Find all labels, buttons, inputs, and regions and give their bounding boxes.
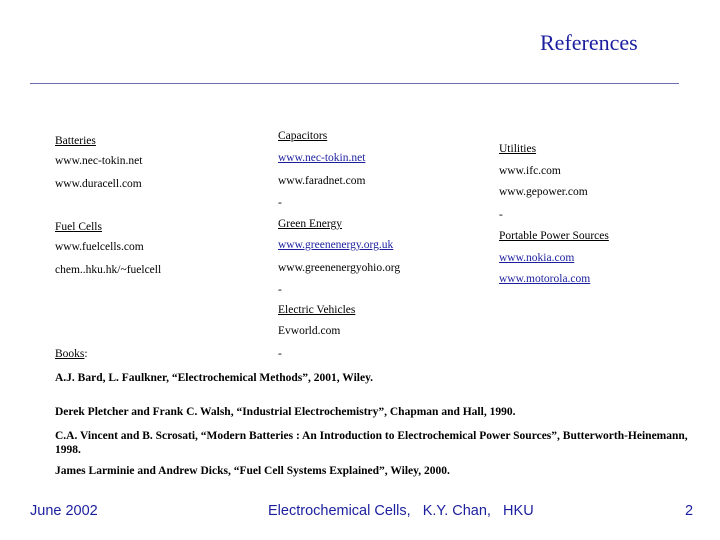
portable-power-link-2[interactable]: www.motorola.com: [499, 273, 591, 285]
capacitors-link-2[interactable]: www.faradnet.com: [278, 175, 366, 187]
slide-title: References: [540, 30, 638, 55]
books-heading: Books: [55, 348, 85, 360]
title-divider: [30, 83, 679, 84]
fuel-cells-heading: Fuel Cells: [55, 221, 102, 233]
capacitors-link-1[interactable]: www.nec-tokin.net: [278, 152, 366, 164]
fuel-cells-link-2[interactable]: chem..hku.hk/~fuelcell: [55, 264, 162, 276]
portable-power-heading: Portable Power Sources: [499, 230, 609, 242]
green-energy-link-2[interactable]: www.greenenergyohio.org: [278, 262, 401, 274]
electric-vehicles-link-1[interactable]: Evworld.com: [278, 325, 341, 337]
book-reference: Derek Pletcher and Frank C. Walsh, “Industrial Electrochemistry”, Chapman and Hall, 1990.: [55, 406, 516, 418]
page-number: 2: [685, 503, 694, 519]
separator-dash-3: -: [278, 348, 282, 360]
separator-dash-1: -: [278, 197, 282, 209]
separator-dash-2: -: [278, 284, 282, 296]
green-energy-heading: Green Energy: [278, 218, 342, 230]
book-reference: James Larminie and Andrew Dicks, “Fuel Cell Systems Explained”, Wiley, 2000.: [55, 465, 450, 477]
electric-vehicles-heading: Electric Vehicles: [278, 304, 356, 316]
portable-power-link-1[interactable]: www.nokia.com: [499, 252, 575, 264]
utilities-heading: Utilities: [499, 143, 537, 155]
fuel-cells-link-1[interactable]: www.fuelcells.com: [55, 241, 144, 253]
utilities-link-1[interactable]: www.ifc.com: [499, 165, 561, 177]
books-colon: :: [84, 348, 88, 360]
capacitors-heading: Capacitors: [278, 130, 328, 142]
batteries-heading: Batteries: [55, 135, 96, 147]
book-reference: C.A. Vincent and B. Scrosati, “Modern Batteries : An Introduction to Electrochemical Power Sources”, Butterworth-Heinemann, 1998.: [55, 430, 688, 456]
book-reference: A.J. Bard, L. Faulkner, “Electrochemical Methods”, 2001, Wiley.: [55, 372, 374, 384]
batteries-link-1[interactable]: www.nec-tokin.net: [55, 155, 143, 167]
separator-dash-4: -: [499, 209, 503, 221]
batteries-link-2[interactable]: www.duracell.com: [55, 178, 142, 190]
footer-center-text: Electrochemical Cells, K.Y. Chan, HKU: [268, 503, 534, 519]
green-energy-link-1[interactable]: www.greenenergy.org.uk: [278, 239, 394, 251]
utilities-link-2[interactable]: www.gepower.com: [499, 186, 588, 198]
footer-date: June 2002: [30, 503, 98, 519]
books-heading-wrap: [55, 348, 88, 360]
